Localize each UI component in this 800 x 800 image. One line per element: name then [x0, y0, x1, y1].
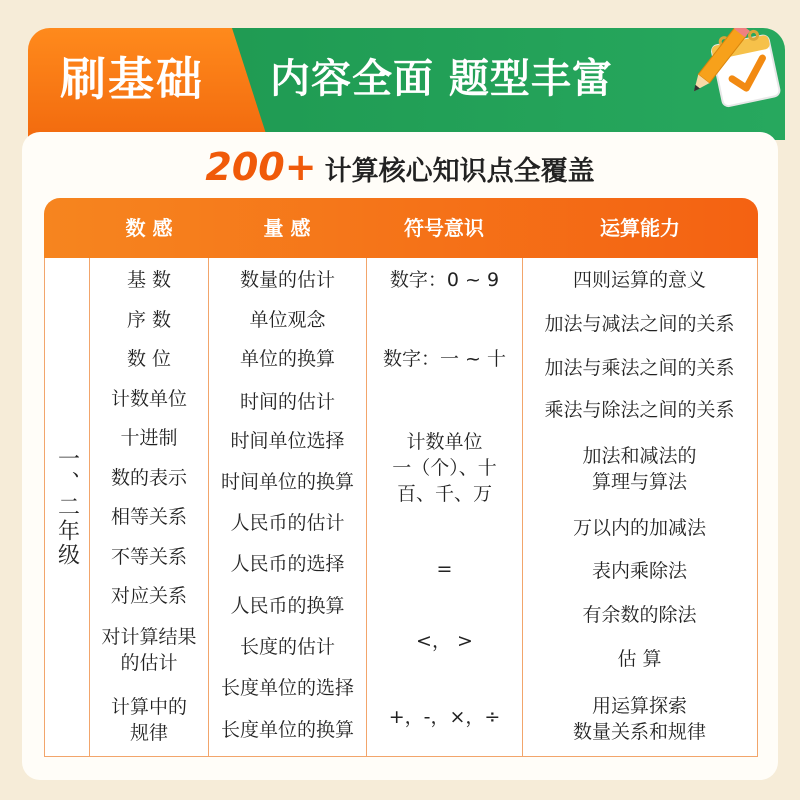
table-cell: 十进制: [120, 427, 178, 449]
table-cell: 对应关系: [110, 585, 187, 607]
table-cell: =: [436, 558, 453, 580]
table-cell: 数字：0 ~ 9: [389, 269, 500, 291]
table-cell: 不等关系: [110, 546, 187, 568]
table-cell: +，-，×，÷: [388, 706, 501, 728]
table-cell: 长度的估计: [239, 636, 335, 658]
table-cell: 数的表示: [110, 467, 187, 489]
table-cell: 基 数: [126, 269, 172, 291]
table-cell: 长度单位的选择: [220, 677, 354, 699]
table-cell: 单位的换算: [239, 348, 335, 370]
table-cell: <， >: [416, 630, 473, 652]
table-cell: 万以内的加减法: [572, 517, 706, 539]
subtitle-number: 200+: [205, 145, 317, 189]
table-cell: 单位观念: [249, 309, 326, 331]
grade-label: 一、二年级: [54, 447, 80, 567]
table-cell: 对计算结果 的估计: [101, 626, 197, 674]
header-quantity-sense: 量 感: [263, 216, 311, 240]
table-cell: 用运算探索 数量关系和规律: [572, 695, 706, 743]
table-cell: 计数单位 一（个）、十 百、千、万: [392, 431, 497, 505]
table-cell: 四则运算的意义: [572, 269, 706, 291]
column-number-sense: [90, 258, 208, 756]
header-right-title: 内容全面 题型丰富: [270, 56, 613, 102]
column-operation-ability: [523, 258, 756, 756]
table-cell: 长度单位的换算: [220, 719, 354, 741]
table-cell: 人民币的换算: [230, 595, 345, 617]
table-cell: 有余数的除法: [582, 604, 697, 626]
table-cell: 表内乘除法: [591, 560, 687, 582]
subtitle-text: 计算核心知识点全覆盖: [324, 156, 595, 187]
header-number-sense: 数 感: [125, 216, 173, 240]
table-cell: 计算中的 规律: [110, 696, 187, 744]
header-left-title: 刷基础: [60, 52, 204, 106]
header-operation-ability: 运算能力: [600, 216, 680, 240]
table-cell: 时间单位选择: [230, 430, 345, 452]
subtitle: [0, 142, 800, 192]
table-cell: 序 数: [126, 309, 172, 331]
table-cell: 相等关系: [110, 506, 187, 528]
table-cell: 加法与乘法之间的关系: [544, 357, 735, 379]
table-cell: 时间单位的换算: [220, 471, 354, 493]
table-cell: 估 算: [617, 648, 662, 670]
calendar-check-icon: [676, 28, 786, 120]
column-quantity-sense: [209, 258, 366, 756]
table-cell: 计数单位: [110, 388, 187, 410]
table-cell: 数 位: [126, 348, 172, 370]
table-cell: 时间的估计: [239, 391, 335, 413]
grade-label-cell: [45, 258, 89, 756]
table-cell: 加法与减法之间的关系: [544, 313, 735, 335]
table-cell: 加法和减法的 算理与算法: [582, 445, 697, 493]
header-symbol-awareness: 符号意识: [404, 216, 484, 240]
table-cell: 人民币的选择: [230, 553, 345, 575]
column-symbol-awareness: [367, 258, 522, 756]
table-cell: 数量的估计: [239, 269, 335, 291]
table-cell: 人民币的估计: [230, 512, 345, 534]
table-cell: 数字：一 ~ 十: [383, 348, 506, 370]
table-cell: 乘法与除法之间的关系: [544, 399, 735, 421]
